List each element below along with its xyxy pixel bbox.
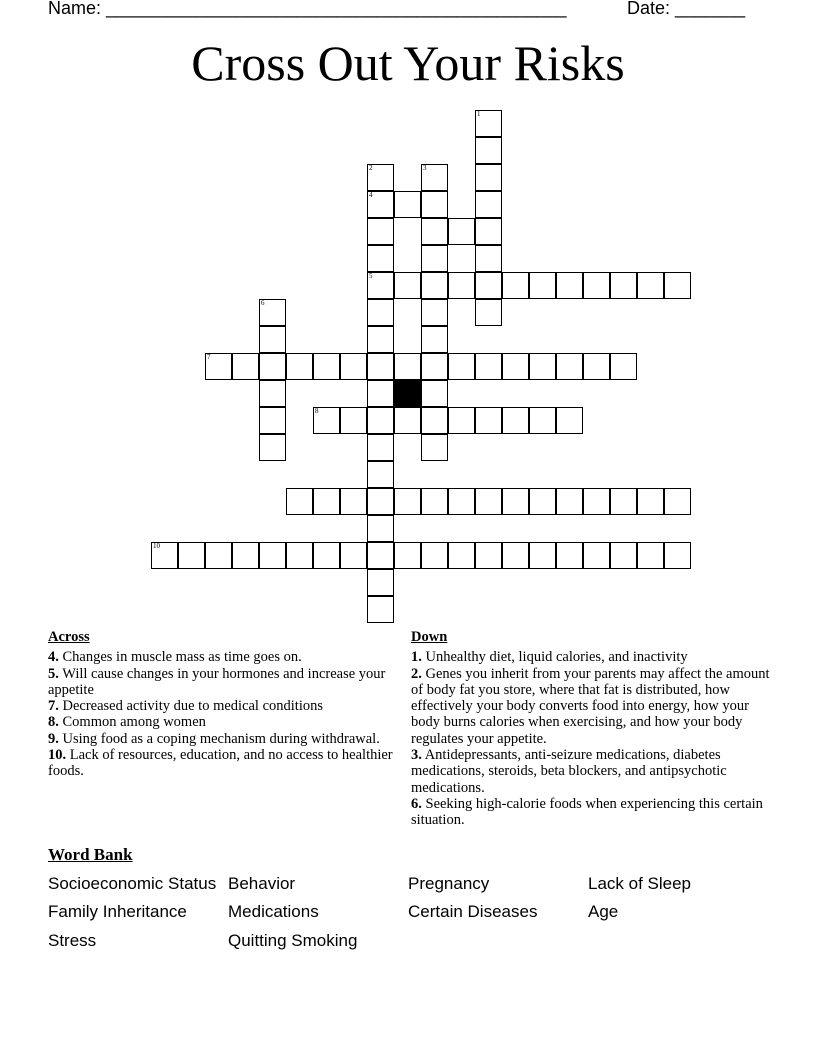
crossword-cell[interactable] xyxy=(421,272,448,299)
down-heading: Down xyxy=(411,629,448,645)
clue-number: 9. xyxy=(48,730,59,747)
crossword-cell[interactable] xyxy=(313,407,340,434)
crossword-cell[interactable] xyxy=(313,353,340,380)
crossword-cell[interactable] xyxy=(367,488,394,515)
crossword-cell[interactable] xyxy=(448,407,475,434)
crossword-cell[interactable] xyxy=(259,407,286,434)
clue-text: Lack of resources, education, and no access to healthier foods. xyxy=(48,747,393,780)
crossword-cell[interactable] xyxy=(286,542,313,569)
crossword-cell[interactable] xyxy=(421,353,448,380)
crossword-cell[interactable] xyxy=(151,542,178,569)
word-bank-item: Certain Diseases xyxy=(408,902,538,921)
crossword-cell[interactable] xyxy=(232,542,259,569)
crossword-cell[interactable] xyxy=(637,542,664,569)
crossword-cell[interactable] xyxy=(475,542,502,569)
crossword-cell[interactable] xyxy=(340,407,367,434)
clue-across-8 xyxy=(48,714,393,730)
crossword-cell[interactable] xyxy=(421,326,448,353)
crossword-cell[interactable] xyxy=(664,488,691,515)
clue-number: 8. xyxy=(48,714,59,731)
word-bank-item: Socioeconomic Status xyxy=(48,874,217,893)
clue-number: 4. xyxy=(48,649,59,666)
clue-text: Common among women xyxy=(58,714,206,731)
clue-text: Changes in muscle mass as time goes on. xyxy=(58,649,302,666)
crossword-cell[interactable] xyxy=(421,191,448,218)
clue-down-6 xyxy=(411,796,771,829)
crossword-cell[interactable] xyxy=(448,218,475,245)
clue-number-label: 1 xyxy=(477,110,481,118)
crossword-cell[interactable] xyxy=(502,353,529,380)
word-bank-item: Quitting Smoking xyxy=(228,931,358,950)
word-bank-title: Word Bank xyxy=(48,845,133,864)
crossword-cell[interactable] xyxy=(556,353,583,380)
crossword-cell[interactable] xyxy=(529,353,556,380)
crossword-cell[interactable] xyxy=(475,488,502,515)
crossword-cell[interactable] xyxy=(367,515,394,542)
clue-number: 7. xyxy=(48,698,59,715)
crossword-cell[interactable] xyxy=(610,542,637,569)
crossword-cell[interactable] xyxy=(367,353,394,380)
date-line: Date: _______ xyxy=(627,0,746,18)
clue-text: Will cause changes in your hormones and increase your appetite xyxy=(48,665,386,698)
crossword-cell[interactable] xyxy=(394,542,421,569)
clue-number-label: 4 xyxy=(369,191,373,199)
clue-text: Using food as a coping mechanism during withdrawal. xyxy=(58,730,380,747)
clue-number-label: 10 xyxy=(153,542,160,550)
crossword-cell[interactable] xyxy=(475,110,502,137)
crossword-cell[interactable] xyxy=(664,542,691,569)
crossword-cell[interactable] xyxy=(556,542,583,569)
clue-down-2 xyxy=(411,666,771,747)
crossword-cell[interactable] xyxy=(583,488,610,515)
crossword-cell[interactable] xyxy=(475,164,502,191)
crossword-cell[interactable] xyxy=(367,299,394,326)
crossword-cell[interactable] xyxy=(502,488,529,515)
clue-across-7 xyxy=(48,698,393,714)
crossword-cell[interactable] xyxy=(556,488,583,515)
clue-number-label: 6 xyxy=(261,299,265,307)
crossword-cell[interactable] xyxy=(367,326,394,353)
clue-number-label: 7 xyxy=(207,353,211,361)
clue-across-4 xyxy=(48,649,393,665)
crossword-cell[interactable] xyxy=(205,353,232,380)
crossword-cell[interactable] xyxy=(178,542,205,569)
clue-number: 2. xyxy=(411,665,422,682)
crossword-cell[interactable] xyxy=(448,353,475,380)
word-bank-item: Lack of Sleep xyxy=(588,874,692,893)
word-bank-item: Family Inheritance xyxy=(48,902,187,921)
clue-number: 5. xyxy=(48,665,59,682)
crossword-cell[interactable] xyxy=(475,353,502,380)
clue-text: Seeking high-calorie foods when experiencing this certain situation. xyxy=(411,795,763,829)
crossword-cell[interactable] xyxy=(637,272,664,299)
crossword-cell[interactable] xyxy=(394,488,421,515)
crossword-cell[interactable] xyxy=(367,245,394,272)
clue-text: Genes you inherit from your parents may affect the amount of body fat you store, where that fat is distributed, how effectively your body converts food into energy, how your body burns calories when exercising, and how your body regulates your appetite. xyxy=(411,665,770,747)
name-line: Name: ______________________________________________ xyxy=(48,0,567,18)
word-bank-item: Age xyxy=(588,902,619,921)
crossword-cell[interactable] xyxy=(259,299,286,326)
crossword-cell[interactable] xyxy=(475,137,502,164)
crossword-cell[interactable] xyxy=(583,272,610,299)
clue-across-5 xyxy=(48,666,393,699)
clue-number: 3. xyxy=(411,747,422,764)
crossword-cell[interactable] xyxy=(637,488,664,515)
crossword-cell[interactable] xyxy=(475,218,502,245)
crossword-cell[interactable] xyxy=(340,542,367,569)
clue-number: 10. xyxy=(48,747,67,764)
crossword-cell[interactable] xyxy=(367,272,394,299)
crossword-cell[interactable] xyxy=(367,164,394,191)
crossword-cell[interactable] xyxy=(475,299,502,326)
crossword-cell[interactable] xyxy=(421,542,448,569)
clue-across-9 xyxy=(48,731,393,747)
clue-down-3 xyxy=(411,747,771,796)
clue-text: Antidepressants, anti-seizure medications, diabetes medications, steroids, beta blockers, and antipsychotic medications. xyxy=(411,747,727,796)
clue-number: 1. xyxy=(411,649,422,666)
crossword-cell[interactable] xyxy=(583,353,610,380)
crossword-cell[interactable] xyxy=(421,434,448,461)
crossword-cell[interactable] xyxy=(529,488,556,515)
crossword-cell[interactable] xyxy=(340,353,367,380)
crossword-cell[interactable] xyxy=(367,380,394,407)
crossword-cell[interactable] xyxy=(259,326,286,353)
crossword-cell[interactable] xyxy=(367,218,394,245)
crossword-cell[interactable] xyxy=(421,245,448,272)
crossword-cell[interactable] xyxy=(367,434,394,461)
crossword-cell[interactable] xyxy=(448,542,475,569)
crossword-cell[interactable] xyxy=(421,164,448,191)
crossword-cell[interactable] xyxy=(394,191,421,218)
crossword-cell[interactable] xyxy=(394,353,421,380)
crossword-cell[interactable] xyxy=(259,542,286,569)
crossword-cell[interactable] xyxy=(502,407,529,434)
crossword-cell[interactable] xyxy=(502,542,529,569)
crossword-cell[interactable] xyxy=(367,596,394,623)
clue-down-1 xyxy=(411,649,771,665)
clue-number-label: 5 xyxy=(369,272,373,280)
down-clues xyxy=(411,629,771,829)
crossword-cell[interactable] xyxy=(421,407,448,434)
word-bank-item: Pregnancy xyxy=(408,874,490,893)
crossword-cell[interactable] xyxy=(421,218,448,245)
clue-across-10 xyxy=(48,747,393,780)
crossword-cell[interactable] xyxy=(232,353,259,380)
crossword-cell[interactable] xyxy=(259,353,286,380)
crossword-cell[interactable] xyxy=(340,488,367,515)
crossword-cell[interactable] xyxy=(259,434,286,461)
word-bank-item: Medications xyxy=(228,902,319,921)
crossword-cell[interactable] xyxy=(448,488,475,515)
crossword-cell[interactable] xyxy=(475,272,502,299)
page-title: Cross Out Your Risks xyxy=(191,35,625,91)
crossword-cell[interactable] xyxy=(394,407,421,434)
across-heading: Across xyxy=(48,629,90,645)
crossword-cell[interactable] xyxy=(664,272,691,299)
crossword-cell[interactable] xyxy=(286,353,313,380)
crossword-cell[interactable] xyxy=(394,272,421,299)
crossword-cell[interactable] xyxy=(367,569,394,596)
crossword-cell[interactable] xyxy=(529,272,556,299)
crossword-cell[interactable] xyxy=(367,461,394,488)
crossword-cell[interactable] xyxy=(502,272,529,299)
crossword-cell[interactable] xyxy=(529,542,556,569)
crossword-cell[interactable] xyxy=(313,542,340,569)
crossword-cell[interactable] xyxy=(583,542,610,569)
crossword-cell[interactable] xyxy=(421,488,448,515)
clue-text: Unhealthy diet, liquid calories, and inactivity xyxy=(421,649,688,666)
across-clues xyxy=(48,629,393,780)
crossword-cell[interactable] xyxy=(529,407,556,434)
word-bank-item: Behavior xyxy=(228,874,296,893)
crossword-cell[interactable] xyxy=(556,272,583,299)
crossword-cell[interactable] xyxy=(421,299,448,326)
crossword-cell[interactable] xyxy=(610,272,637,299)
crossword-cell[interactable] xyxy=(259,380,286,407)
crossword-cell[interactable] xyxy=(475,407,502,434)
crossword-cell[interactable] xyxy=(313,488,340,515)
clue-number-label: 2 xyxy=(369,164,373,172)
crossword-cell[interactable] xyxy=(610,488,637,515)
crossword-cell[interactable] xyxy=(556,407,583,434)
clue-number-label: 3 xyxy=(423,164,427,172)
crossword-cell[interactable] xyxy=(367,542,394,569)
crossword-black-cell xyxy=(394,380,421,407)
crossword-cell[interactable] xyxy=(367,191,394,218)
word-bank-item: Stress xyxy=(48,931,97,950)
crossword-cell[interactable] xyxy=(610,353,637,380)
crossword-cell[interactable] xyxy=(421,380,448,407)
crossword-cell[interactable] xyxy=(205,542,232,569)
clue-number: 6. xyxy=(411,795,422,812)
crossword-cell[interactable] xyxy=(448,272,475,299)
clue-number-label: 8 xyxy=(315,407,319,415)
crossword-cell[interactable] xyxy=(367,407,394,434)
crossword-cell[interactable] xyxy=(286,488,313,515)
crossword-cell[interactable] xyxy=(475,191,502,218)
crossword-cell[interactable] xyxy=(475,245,502,272)
clue-text: Decreased activity due to medical conditions xyxy=(58,698,324,715)
